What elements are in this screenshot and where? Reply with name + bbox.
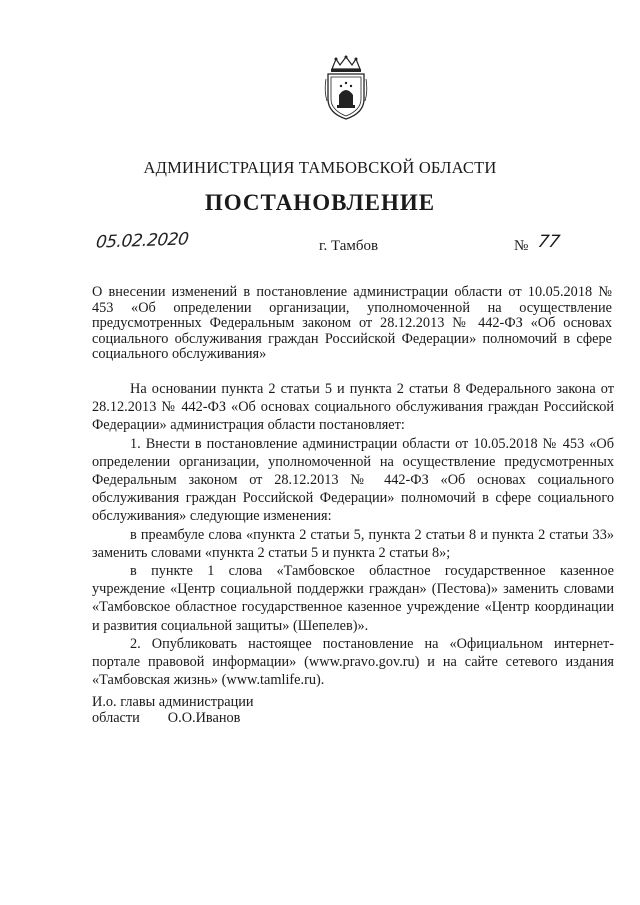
- signature-position: И.о. главы администрации: [92, 694, 254, 710]
- document-type: ПОСТАНОВЛЕНИЕ: [204, 190, 436, 215]
- document-city: г. Тамбов: [319, 238, 379, 254]
- document-subject: О внесении изменений в постановление администрации области от 10.05.2018 № 453 «Об определении организации, уполномоченной на осуществление предусмотренных Федеральным законом от 28.12.2013 № 442-ФЗ «Об основах социального обслуживания граждан Российской Федерации» полномочий в сфере социального обслуживания»: [92, 284, 612, 362]
- signature-block: [92, 695, 254, 726]
- body-paragraph: в преамбуле слова «пункта 2 статьи 5, пункта 2 статьи 8 и пункта 2 статьи 33» заменить словами «пункта 2 статьи 5 и пункта 2 статьи 8»;: [92, 526, 614, 561]
- document-number-label: №: [514, 238, 529, 254]
- signature-position-region: области: [92, 709, 140, 726]
- signature-name: О.О.Иванов: [167, 709, 241, 726]
- document-date: 05.02.2020: [94, 229, 190, 253]
- document-body: [92, 380, 614, 689]
- body-paragraph: 1. Внести в постановление администрации области от 10.05.2018 № 453 «Об определении организации, уполномоченной на осуществление предусмотренных Федеральным законом от 28.12.2013 № 442-ФЗ «Об основах социального обслуживания граждан Российской Федерации» полномочий в сфере социального обслуживания» следующие изменения:: [92, 435, 614, 525]
- document-number: 77: [536, 232, 562, 252]
- organization-title: АДМИНИСТРАЦИЯ ТАМБОВСКОЙ ОБЛАСТИ: [143, 158, 497, 177]
- body-paragraph: в пункте 1 слова «Тамбовское областное государственное казенное учреждение «Центр социальной поддержки граждан» (Пестова)» заменить словами «Тамбовское областное государственное казенное учреждение «Центр координации и развития социальной защиты» (Шепелев)».: [92, 563, 614, 634]
- body-paragraph: На основании пункта 2 статьи 5 и пункта 2 статьи 8 Федерального закона от 28.12.2013 № 442-ФЗ «Об основах социального обслуживания граждан Российской Федерации» администрация области постановляет:: [92, 381, 614, 434]
- coat-of-arms-icon: [324, 55, 368, 121]
- body-paragraph: 2. Опубликовать настоящее постановление на «Официальном интернет-портале правовой информации» (www.pravo.gov.ru) и на сайте сетевого издания «Тамбовская жизнь» (www.tamlife.ru).: [92, 635, 614, 689]
